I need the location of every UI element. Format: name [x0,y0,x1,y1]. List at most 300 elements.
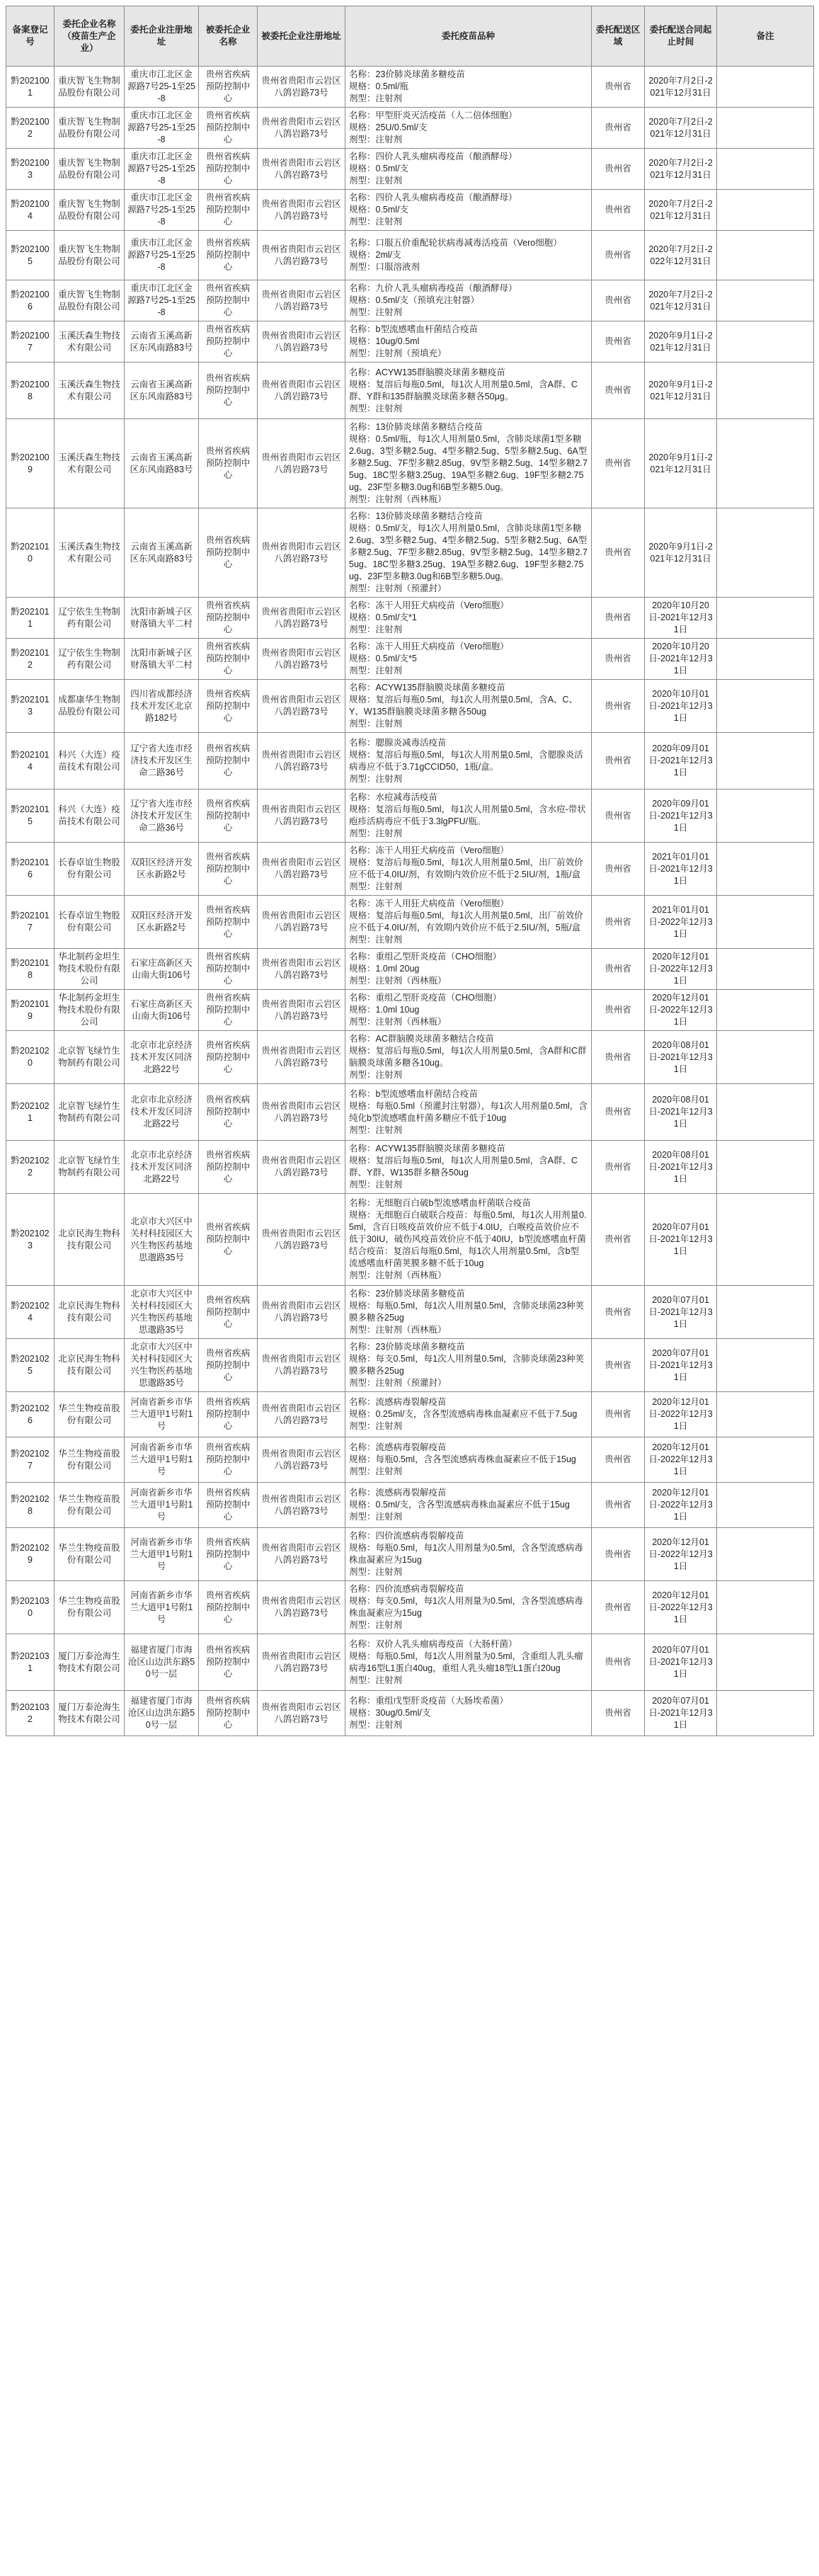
cell-agent-company: 贵州省疾病预防控制中心 [199,1634,258,1691]
cell-note [717,508,814,598]
cell-filing-no: 黔2021025 [6,1339,55,1392]
cell-client-company: 华兰生物疫苗股份有限公司 [55,1483,125,1528]
cell-client-company: 科兴（大连）疫苗技术有限公司 [55,790,125,843]
table-row [6,1031,814,1084]
cell-agent-address: 贵州省贵阳市云岩区八鸽岩路73号 [258,67,345,108]
cell-agent-address: 贵州省贵阳市云岩区八鸽岩路73号 [258,1194,345,1286]
table-row [6,1691,814,1736]
cell-note [717,733,814,790]
cell-client-address: 福建省厦门市海沧区山边洪东路50号一层 [125,1691,199,1736]
cell-note [717,280,814,321]
cell-vaccine [345,1483,592,1528]
cell-agent-company: 贵州省疾病预防控制中心 [199,108,258,149]
cell-client-address: 河南省新乡市华兰大道甲1号附1号 [125,1392,199,1437]
cell-agent-company: 贵州省疾病预防控制中心 [199,990,258,1031]
cell-period: 2020年12月01日-2022年12月31日 [645,1437,717,1483]
cell-client-company: 重庆智飞生物制品股份有限公司 [55,231,125,280]
header-agent-company: 被委托企业名称 [199,6,258,67]
cell-filing-no: 黔2021024 [6,1286,55,1339]
cell-period: 2020年9月1日-2021年12月31日 [645,321,717,363]
cell-region: 贵州省 [592,790,645,843]
vaccine-line: 剂型：注射剂 [349,93,403,103]
vaccine-line: 规格：每支0.5ml，每1次人用剂量为0.5ml，含各型流感病毒株血凝素应为15ug [349,1596,583,1618]
cell-client-company: 玉溪沃森生物技术有限公司 [55,363,125,419]
cell-filing-no: 黔2021009 [6,419,55,508]
table-row [6,280,814,321]
cell-agent-address: 贵州省贵阳市云岩区八鸽岩路73号 [258,1392,345,1437]
cell-vaccine [345,419,592,508]
cell-region: 贵州省 [592,1141,645,1194]
cell-filing-no: 黔2021005 [6,231,55,280]
cell-note [717,843,814,896]
cell-filing-no: 黔2021028 [6,1483,55,1528]
table-row [6,1581,814,1634]
cell-client-company: 重庆智飞生物制品股份有限公司 [55,108,125,149]
cell-region: 贵州省 [592,1437,645,1483]
cell-client-company: 科兴（大连）疫苗技术有限公司 [55,733,125,790]
vaccine-line: 名称：口服五价重配轮状病毒减毒活疫苗（Vero细胞） [349,238,562,248]
cell-filing-no: 黔2021007 [6,321,55,363]
cell-period: 2020年12月01日-2022年12月31日 [645,1483,717,1528]
cell-vaccine [345,108,592,149]
vaccine-line: 规格：0.5ml/支（预填充注射器） [349,295,480,305]
cell-client-company: 华兰生物疫苗股份有限公司 [55,1392,125,1437]
cell-region: 贵州省 [592,1031,645,1084]
cell-period: 2020年12月01日-2022年12月31日 [645,1528,717,1581]
vaccine-line: 剂型：注射剂（西林瓶） [349,1325,447,1335]
cell-vaccine [345,321,592,363]
vaccine-delegation-table [6,6,814,1736]
cell-note [717,419,814,508]
vaccine-line: 规格：每瓶0.5ml（预灌封注射器），每1次人用剂量0.5ml，含纯化b型流感嗜血杆菌多糖应不低于10ug [349,1100,588,1123]
vaccine-line: 规格：复溶后每瓶0.5ml，每1次人用剂量0.5ml，含水痘-带状疱疹活病毒应不低于3.3lgPFU/瓶。 [349,804,586,826]
cell-agent-address: 贵州省贵阳市云岩区八鸽岩路73号 [258,733,345,790]
vaccine-line: 规格：0.25ml/支，含各型流感病毒株血凝素应不低于7.5ug [349,1409,578,1419]
vaccine-line: 名称：冻干人用狂犬病疫苗（Vero细胞） [349,600,509,610]
cell-client-company: 重庆智飞生物制品股份有限公司 [55,280,125,321]
cell-client-address: 沈阳市新城子区财落镇大平二村 [125,639,199,680]
cell-agent-address: 贵州省贵阳市云岩区八鸽岩路73号 [258,949,345,990]
cell-region: 贵州省 [592,1084,645,1141]
cell-note [717,1634,814,1691]
cell-agent-company: 贵州省疾病预防控制中心 [199,790,258,843]
vaccine-line: 剂型：注射剂 [349,403,403,414]
vaccine-line: 名称：b型流感嗜血杆菌结合疫苗 [349,1088,478,1099]
cell-period: 2021年01月01日-2021年12月31日 [645,843,717,896]
table-row [6,1084,814,1141]
cell-client-address: 河南省新乡市华兰大道甲1号附1号 [125,1528,199,1581]
vaccine-line: 规格：每瓶0.5ml，每1次人用剂量为0.5ml，含各型流感病毒株血凝素应为15ug [349,1543,583,1565]
vaccine-line: 剂型：注射剂（预填充） [349,348,447,358]
cell-note [717,598,814,639]
vaccine-line: 剂型：注射剂（预灌封） [349,1378,447,1388]
vaccine-line: 名称：四价人乳头瘤病毒疫苗（酿酒酵母） [349,193,517,203]
cell-filing-no: 黔2021023 [6,1194,55,1286]
header-filing-no: 备案登记号 [6,6,55,67]
cell-region: 贵州省 [592,1194,645,1286]
cell-region: 贵州省 [592,419,645,508]
cell-note [717,1286,814,1339]
cell-filing-no: 黔2021010 [6,508,55,598]
cell-period: 2020年07月01日-2021年12月31日 [645,1194,717,1286]
cell-period: 2020年07月01日-2021年12月31日 [645,1286,717,1339]
vaccine-line: 剂型：注射剂（西林瓶） [349,494,447,504]
cell-client-address: 云南省玉溪高新区东风南路83号 [125,419,199,508]
cell-client-address: 重庆市江北区金源路7号25-1至25-8 [125,149,199,190]
cell-agent-company: 贵州省疾病预防控制中心 [199,843,258,896]
vaccine-line: 名称：ACYW135群脑膜炎球菌多糖疫苗 [349,683,505,693]
header-agent-address: 被委托企业注册地址 [258,6,345,67]
vaccine-line: 名称：甲型肝炎灭活疫苗（人二倍体细胞） [349,110,517,120]
vaccine-line: 名称：流感病毒裂解疫苗 [349,1488,447,1498]
cell-region: 贵州省 [592,1581,645,1634]
cell-vaccine [345,280,592,321]
table-row [6,1141,814,1194]
cell-region: 贵州省 [592,843,645,896]
cell-agent-company: 贵州省疾病预防控制中心 [199,190,258,231]
table-row [6,1194,814,1286]
table-row [6,419,814,508]
vaccine-line: 规格：30ug/0.5ml/支 [349,1708,431,1718]
cell-agent-company: 贵州省疾病预防控制中心 [199,896,258,949]
cell-region: 贵州省 [592,949,645,990]
cell-period: 2020年12月01日-2022年12月31日 [645,1581,717,1634]
table-row [6,231,814,280]
vaccine-line: 规格：每瓶0.5ml，每1次人用剂量为0.5ml，含重组人乳头瘤病毒16型L1蛋白40ug，重组人乳头瘤18型L1蛋白20ug [349,1651,583,1673]
cell-agent-company: 贵州省疾病预防控制中心 [199,1437,258,1483]
cell-filing-no: 黔2021022 [6,1141,55,1194]
cell-client-address: 沈阳市新城子区财落镇大平二村 [125,598,199,639]
vaccine-line: 规格：1.0ml 20ug [349,964,420,974]
cell-note [717,1483,814,1528]
table-row [6,190,814,231]
cell-region: 贵州省 [592,1339,645,1392]
vaccine-line: 规格：复溶后每瓶0.5ml，每1次人用剂量0.5ml，出厂前效价应不低于4.0IU/剂，有效期内效价应不低于2.5IU/剂，5瓶/盒 [349,911,583,933]
vaccine-line: 剂型：注射剂（西林瓶） [349,976,447,986]
table-row [6,67,814,108]
vaccine-line: 名称：流感病毒裂解疫苗 [349,1397,447,1407]
vaccine-line: 剂型：注射剂 [349,1124,403,1135]
cell-client-company: 华兰生物疫苗股份有限公司 [55,1581,125,1634]
cell-period: 2020年9月1日-2021年12月31日 [645,508,717,598]
vaccine-line: 剂型：注射剂 [349,1512,403,1522]
cell-client-address: 云南省玉溪高新区东风南路83号 [125,363,199,419]
cell-agent-company: 贵州省疾病预防控制中心 [199,419,258,508]
vaccine-line: 规格：每瓶0.5ml，每1次人用剂量0.5ml，含肺炎球菌23种荚膜多糖各25ug [349,1301,584,1323]
cell-period: 2020年07月01日-2021年12月31日 [645,1339,717,1392]
cell-period: 2020年09月01日-2021年12月31日 [645,790,717,843]
cell-filing-no: 黔2021018 [6,949,55,990]
table-row [6,598,814,639]
cell-agent-company: 贵州省疾病预防控制中心 [199,733,258,790]
vaccine-line: 名称：腮腺炎减毒活疫苗 [349,737,447,748]
vaccine-line: 规格：1.0ml 10ug [349,1005,420,1015]
vaccine-line: 剂型：注射剂 [349,135,403,144]
cell-region: 贵州省 [592,1392,645,1437]
cell-client-company: 长春卓谊生物股份有限公司 [55,896,125,949]
cell-region: 贵州省 [592,321,645,363]
table-row [6,1339,814,1392]
cell-agent-company: 贵州省疾病预防控制中心 [199,1581,258,1634]
vaccine-line: 剂型：注射剂 [349,935,403,945]
cell-agent-company: 贵州省疾病预防控制中心 [199,363,258,419]
vaccine-line: 剂型：注射剂（西林瓶） [349,1270,447,1280]
cell-client-address: 双阳区经济开发区永新路2号 [125,896,199,949]
cell-agent-address: 贵州省贵阳市云岩区八鸽岩路73号 [258,1286,345,1339]
cell-period: 2020年10月01日-2021年12月31日 [645,680,717,733]
cell-agent-address: 贵州省贵阳市云岩区八鸽岩路73号 [258,108,345,149]
cell-vaccine [345,990,592,1031]
vaccine-line: 名称：13价肺炎球菌多糖结合疫苗 [349,511,483,521]
vaccine-line: 剂型：注射剂 [349,1421,403,1431]
cell-agent-address: 贵州省贵阳市云岩区八鸽岩路73号 [258,1339,345,1392]
cell-period: 2020年08月01日-2021年12月31日 [645,1084,717,1141]
cell-agent-address: 贵州省贵阳市云岩区八鸽岩路73号 [258,1437,345,1483]
vaccine-line: 名称：23价肺炎球菌多糖疫苗 [349,1289,465,1299]
cell-client-address: 河南省新乡市华兰大道甲1号附1号 [125,1581,199,1634]
cell-client-company: 辽宁依生生物制药有限公司 [55,639,125,680]
cell-client-company: 华北制药金坦生物技术股份有限公司 [55,990,125,1031]
cell-vaccine [345,1339,592,1392]
cell-agent-company: 贵州省疾病预防控制中心 [199,639,258,680]
cell-client-company: 北京民海生物科技有限公司 [55,1194,125,1286]
cell-note [717,149,814,190]
header-note: 备注 [717,6,814,67]
table-header-row [6,6,814,67]
cell-period: 2020年09月01日-2021年12月31日 [645,733,717,790]
cell-note [717,639,814,680]
cell-agent-address: 贵州省贵阳市云岩区八鸽岩路73号 [258,280,345,321]
cell-period: 2020年12月01日-2022年12月31日 [645,949,717,990]
vaccine-line: 剂型：注射剂 [349,1720,403,1730]
cell-filing-no: 黔2021017 [6,896,55,949]
cell-vaccine [345,733,592,790]
cell-filing-no: 黔2021013 [6,680,55,733]
cell-note [717,1194,814,1286]
vaccine-line: 名称：冻干人用狂犬病疫苗（Vero细胞） [349,845,509,855]
cell-region: 贵州省 [592,149,645,190]
cell-client-address: 北京市北京经济技术开发区同济北路22号 [125,1141,199,1194]
cell-agent-company: 贵州省疾病预防控制中心 [199,1691,258,1736]
cell-client-company: 辽宁依生生物制药有限公司 [55,598,125,639]
cell-agent-company: 贵州省疾病预防控制中心 [199,949,258,990]
table-row [6,949,814,990]
table-row [6,1286,814,1339]
vaccine-line: 名称：23价肺炎球菌多糖疫苗 [349,1342,465,1352]
cell-region: 贵州省 [592,896,645,949]
cell-agent-address: 贵州省贵阳市云岩区八鸽岩路73号 [258,1691,345,1736]
cell-vaccine [345,231,592,280]
vaccine-line: 名称：13价肺炎球菌多糖结合疫苗 [349,422,483,432]
cell-client-address: 辽宁省大连市经济技术开发区生命二路36号 [125,790,199,843]
cell-vaccine [345,790,592,843]
vaccine-line: 规格：0.5ml/瓶 [349,81,409,91]
cell-client-address: 重庆市江北区金源路7号25-1至25-8 [125,231,199,280]
cell-region: 贵州省 [592,108,645,149]
table-row [6,790,814,843]
cell-agent-company: 贵州省疾病预防控制中心 [199,231,258,280]
vaccine-line: 规格：0.5ml/支 [349,164,409,173]
cell-filing-no: 黔2021015 [6,790,55,843]
vaccine-line: 名称：九价人乳头瘤病毒疫苗（酿酒酵母） [349,283,517,293]
cell-region: 贵州省 [592,639,645,680]
cell-filing-no: 黔2021014 [6,733,55,790]
cell-agent-company: 贵州省疾病预防控制中心 [199,1339,258,1392]
table-row [6,990,814,1031]
vaccine-line: 剂型：注射剂 [349,773,403,784]
vaccine-line: 名称：四价人乳头瘤病毒疫苗（酿酒酵母） [349,152,517,161]
cell-period: 2020年7月2日-2021年12月31日 [645,108,717,149]
vaccine-line: 剂型：注射剂 [349,666,403,676]
cell-note [717,1339,814,1392]
cell-client-address: 重庆市江北区金源路7号25-1至25-8 [125,190,199,231]
table-row [6,1483,814,1528]
vaccine-line: 名称：重组戊型肝炎疫苗（大肠埃希菌） [349,1696,509,1706]
cell-agent-address: 贵州省贵阳市云岩区八鸽岩路73号 [258,231,345,280]
vaccine-line: 规格：复溶后每瓶0.5ml，每1次人用剂量0.5ml，含腮腺炎活病毒应不低于3.71gCCID50，1瓶/盒。 [349,749,583,772]
cell-vaccine [345,843,592,896]
cell-agent-address: 贵州省贵阳市云岩区八鸽岩路73号 [258,1581,345,1634]
cell-vaccine [345,1084,592,1141]
cell-note [717,1581,814,1634]
vaccine-line: 规格：无细胞百白破联合疫苗：每瓶0.5ml，每1次人用剂量0.5ml，含百日咳疫苗效价应不低于4.0IU，白喉疫苗效价应不低于30IU，破伤风疫苗效价应不低于40IU，b型流感嗜血杆菌结合疫苗：复溶后每瓶0.5ml，每1次人用剂量0.5ml，含b型流感嗜血杆菌荚膜多糖不低于10ug [349,1210,587,1268]
cell-vaccine [345,639,592,680]
table-row [6,1437,814,1483]
cell-filing-no: 黔2021002 [6,108,55,149]
vaccine-line: 剂型：注射剂 [349,1466,403,1476]
cell-filing-no: 黔2021011 [6,598,55,639]
vaccine-line: 名称：水痘减毒活疫苗 [349,792,438,802]
cell-vaccine [345,67,592,108]
cell-region: 贵州省 [592,680,645,733]
vaccine-line: 剂型：注射剂（西林瓶） [349,1017,447,1027]
cell-period: 2020年7月2日-2021年12月31日 [645,190,717,231]
cell-agent-address: 贵州省贵阳市云岩区八鸽岩路73号 [258,598,345,639]
cell-agent-address: 贵州省贵阳市云岩区八鸽岩路73号 [258,843,345,896]
vaccine-line: 名称：ACYW135群脑膜炎球菌多糖疫苗 [349,367,505,377]
vaccine-line: 剂型：注射剂 [349,176,403,186]
cell-client-address: 四川省成都经济技术开发区北京路182号 [125,680,199,733]
cell-period: 2020年7月2日-2021年12月31日 [645,149,717,190]
cell-filing-no: 黔2021020 [6,1031,55,1084]
cell-agent-address: 贵州省贵阳市云岩区八鸽岩路73号 [258,1634,345,1691]
cell-client-company: 华北制药金坦生物技术股份有限公司 [55,949,125,990]
vaccine-line: 名称：四价流感病毒裂解疫苗 [349,1584,464,1594]
vaccine-line: 规格：复溶后每瓶0.5ml，每1次人用剂量0.5ml，含A、C、Y、W135群脑膜炎球菌多糖各50ug [349,695,578,717]
cell-filing-no: 黔2021032 [6,1691,55,1736]
cell-client-company: 玉溪沃森生物技术有限公司 [55,508,125,598]
cell-note [717,896,814,949]
cell-agent-company: 贵州省疾病预防控制中心 [199,149,258,190]
cell-period: 2020年07月01日-2021年12月31日 [645,1691,717,1736]
cell-agent-address: 贵州省贵阳市云岩区八鸽岩路73号 [258,149,345,190]
cell-region: 贵州省 [592,280,645,321]
cell-region: 贵州省 [592,1528,645,1581]
vaccine-line: 剂型：注射剂 [349,1675,403,1685]
table-row [6,1392,814,1437]
vaccine-line: 规格：0.5ml/瓶，每1次人用剂量0.5ml，含肺炎球菌1型多糖2.6ug、3型多糖2.5ug、4型多糖2.5ug、5型多糖2.5ug、6A型多糖2.5ug、7F型多糖2.85ug、9V型多糖2.5ug、14型多糖2.75ug、18C型多糖3.25ug、19A型多糖2.6ug、19F型多糖2.75ug、23F型多糖3.0ug和6B型多糖5.0ug。 [349,434,588,492]
filing-table-container [6,6,813,1736]
cell-vaccine [345,1286,592,1339]
cell-period: 2021年01月01日-2022年12月31日 [645,896,717,949]
cell-note [717,1437,814,1483]
cell-filing-no: 黔2021021 [6,1084,55,1141]
cell-agent-address: 贵州省贵阳市云岩区八鸽岩路73号 [258,896,345,949]
cell-agent-company: 贵州省疾病预防控制中心 [199,1483,258,1528]
cell-agent-address: 贵州省贵阳市云岩区八鸽岩路73号 [258,1084,345,1141]
vaccine-line: 剂型：注射剂 [349,828,403,838]
header-period: 委托配送合同起止时间 [645,6,717,67]
cell-agent-company: 贵州省疾病预防控制中心 [199,1141,258,1194]
cell-note [717,990,814,1031]
cell-client-address: 北京市大兴区中关村科技园区大兴生物医药基地思邈路35号 [125,1194,199,1286]
cell-region: 贵州省 [592,990,645,1031]
cell-client-address: 重庆市江北区金源路7号25-1至25-8 [125,280,199,321]
cell-vaccine [345,1392,592,1437]
cell-region: 贵州省 [592,363,645,419]
cell-agent-company: 贵州省疾病预防控制中心 [199,1528,258,1581]
cell-vaccine [345,1031,592,1084]
cell-agent-address: 贵州省贵阳市云岩区八鸽岩路73号 [258,1483,345,1528]
cell-client-company: 厦门万泰沧海生物技术有限公司 [55,1634,125,1691]
cell-region: 贵州省 [592,733,645,790]
cell-filing-no: 黔2021004 [6,190,55,231]
cell-client-address: 石家庄高新区天山南大街106号 [125,990,199,1031]
cell-period: 2020年10月20日-2021年12月31日 [645,639,717,680]
cell-filing-no: 黔2021001 [6,67,55,108]
cell-period: 2020年9月1日-2021年12月31日 [645,363,717,419]
header-region: 委托配送区域 [592,6,645,67]
cell-client-company: 北京智飞绿竹生物制药有限公司 [55,1084,125,1141]
cell-client-company: 北京民海生物科技有限公司 [55,1286,125,1339]
vaccine-line: 剂型：注射剂 [349,719,403,729]
cell-client-address: 石家庄高新区天山南大街106号 [125,949,199,990]
cell-period: 2020年7月2日-2021年12月31日 [645,280,717,321]
cell-vaccine [345,508,592,598]
cell-agent-company: 贵州省疾病预防控制中心 [199,1031,258,1084]
vaccine-line: 规格：复溶后每瓶0.5ml，每1次人用剂量0.5ml，含A群、C群、Y群和135群脑膜炎球菌多糖各50μg。 [349,379,578,401]
cell-agent-address: 贵州省贵阳市云岩区八鸽岩路73号 [258,1141,345,1194]
cell-note [717,321,814,363]
cell-agent-address: 贵州省贵阳市云岩区八鸽岩路73号 [258,321,345,363]
cell-filing-no: 黔2021008 [6,363,55,419]
cell-agent-company: 贵州省疾病预防控制中心 [199,680,258,733]
cell-vaccine [345,149,592,190]
cell-client-company: 华兰生物疫苗股份有限公司 [55,1437,125,1483]
cell-region: 贵州省 [592,1634,645,1691]
vaccine-line: 规格：0.5ml/支*5 [349,654,417,663]
vaccine-line: 剂型：注射剂（预灌封） [349,583,447,593]
cell-filing-no: 黔2021027 [6,1437,55,1483]
cell-client-company: 重庆智飞生物制品股份有限公司 [55,149,125,190]
vaccine-line: 规格：复溶后每瓶0.5ml，每1次人用剂量0.5ml，出厂前效价应不低于4.0IU/剂，有效期内效价应不低于2.5IU/剂，1瓶/盒 [349,857,583,879]
cell-client-address: 福建省厦门市海沧区山边洪东路50号一层 [125,1634,199,1691]
vaccine-line: 剂型：注射剂 [349,307,403,317]
cell-client-address: 河南省新乡市华兰大道甲1号附1号 [125,1483,199,1528]
cell-filing-no: 黔2021029 [6,1528,55,1581]
vaccine-line: 规格：每瓶0.5ml，含各型流感病毒株血凝素应不低于15ug [349,1454,576,1464]
cell-client-company: 玉溪沃森生物技术有限公司 [55,321,125,363]
vaccine-line: 剂型：注射剂 [349,217,403,227]
cell-vaccine [345,190,592,231]
vaccine-line: 规格：10ug/0.5ml [349,336,420,346]
cell-vaccine [345,896,592,949]
table-row [6,1634,814,1691]
vaccine-line: 剂型：注射剂 [349,1567,403,1577]
table-row [6,321,814,363]
cell-note [717,1031,814,1084]
cell-filing-no: 黔2021019 [6,990,55,1031]
